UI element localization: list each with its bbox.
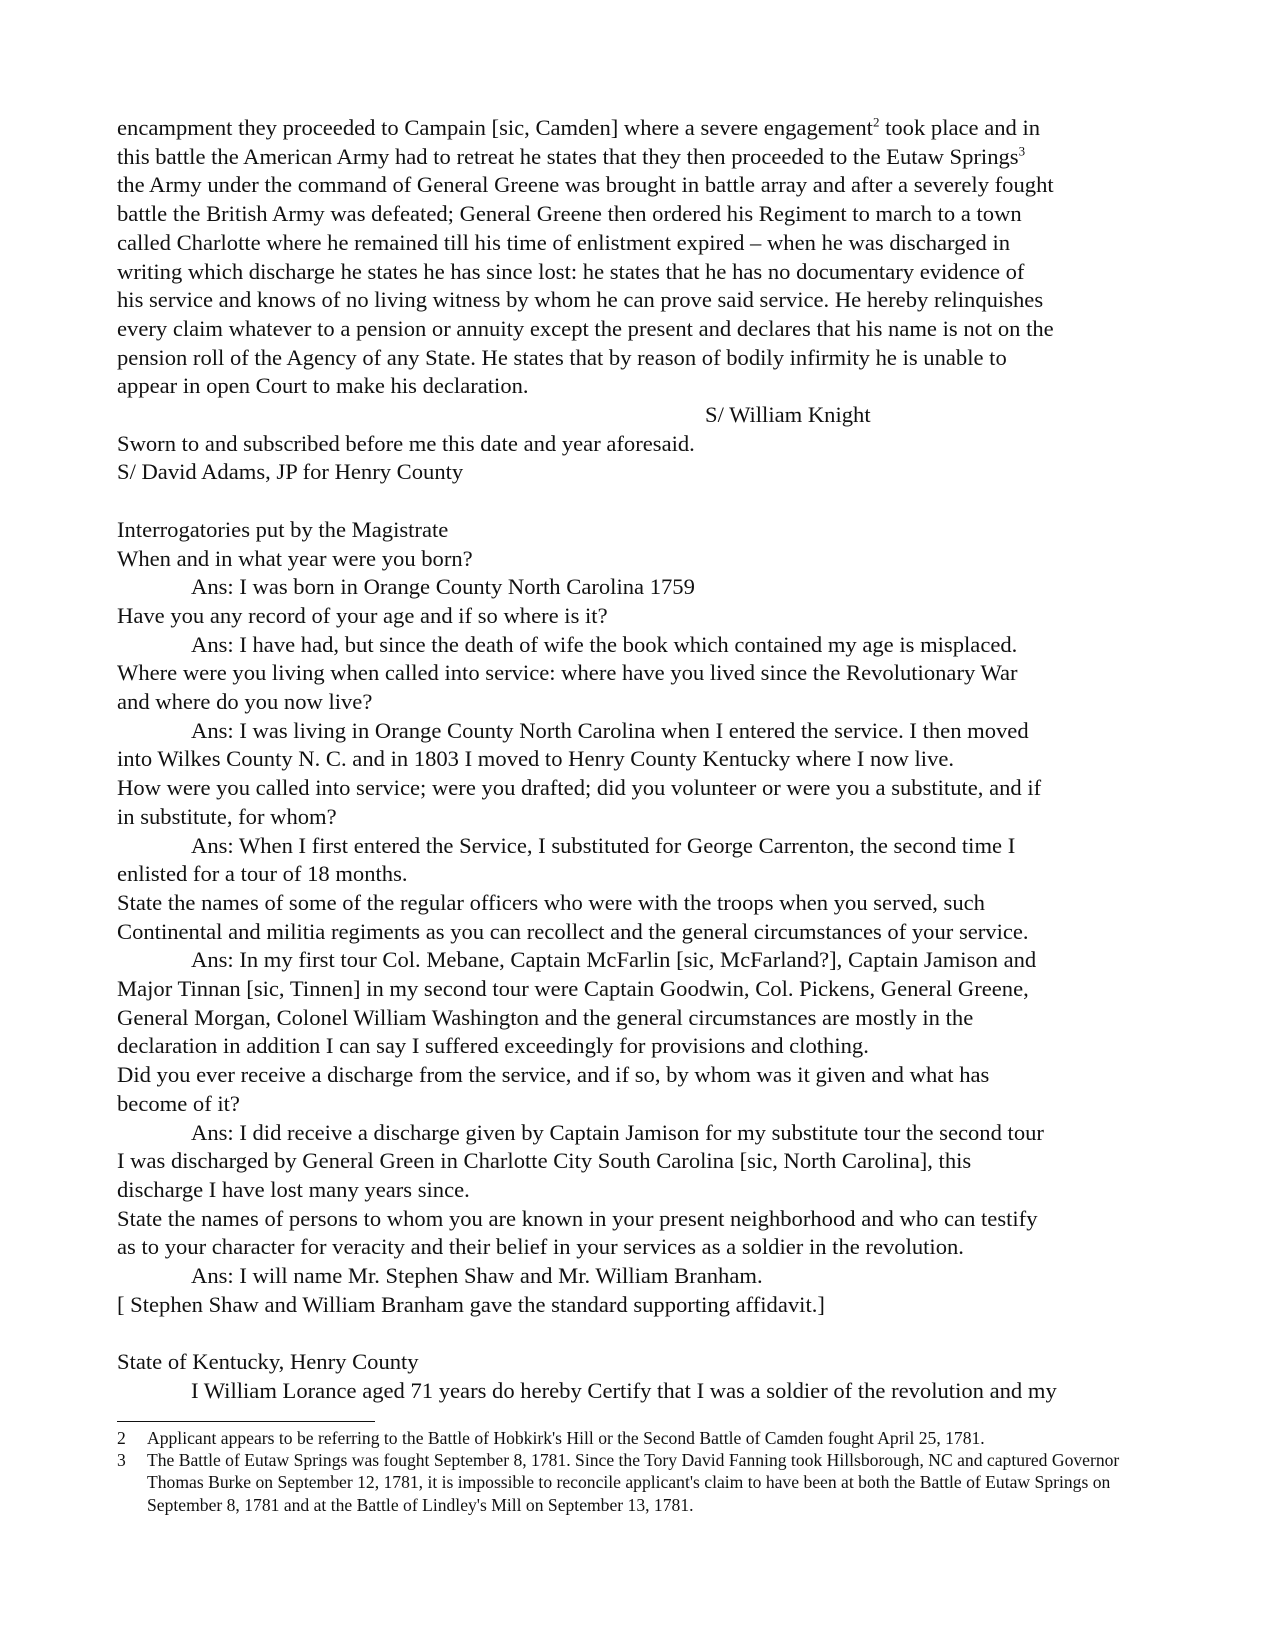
footnote-ref-2[interactable]: 2 <box>872 114 880 130</box>
answer-line: I was discharged by General Green in Charlotte City South Carolina [sic, North Carolina], this <box>117 1148 972 1174</box>
text-line: every claim whatever to a pension or annuity except the present and declares that his name is not on the <box>117 315 1054 341</box>
text-line: this battle the American Army had to retreat he states that they then proceeded to the Eutaw Springs$^3$ <box>117 143 1026 169</box>
answer-line: General Morgan, Colonel William Washington and the general circumstances are mostly in the <box>117 1004 974 1030</box>
question-line: How were you called into service; were you drafted; did you volunteer or were you a substitute, and if <box>117 775 1042 801</box>
question-line: Did you ever receive a discharge from the service, and if so, by whom was it given and what has <box>117 1062 990 1088</box>
text-line: his service and knows of no living witness by whom he can prove said service. He hereby relinquishes <box>117 287 1044 313</box>
footnote-number: 2 <box>117 1428 126 1448</box>
question-line: When and in what year were you born? <box>117 545 473 571</box>
main-text <box>117 114 1162 1406</box>
footnotes <box>117 1427 1167 1516</box>
question-line: State the names of persons to whom you are known in your present neighborhood and who can testify <box>117 1205 1038 1231</box>
question-line: in substitute, for whom? <box>117 803 337 829</box>
text-line: called Charlotte where he remained till his time of enlistment expired – when he was discharged in <box>117 229 1011 255</box>
answer-line: Major Tinnan [sic, Tinnen] in my second tour were Captain Goodwin, Col. Pickens, General Greene, <box>117 976 1029 1002</box>
blank-line <box>117 1320 1162 1349</box>
answer-line: Ans: I did receive a discharge given by Captain Jamison for my substitute tour the second tour <box>191 1119 1044 1145</box>
footnote-ref-3[interactable]: 3 <box>1018 143 1026 159</box>
signature-line: S/ William Knight <box>705 402 871 428</box>
text-line: appear in open Court to make his declaration. <box>117 373 529 399</box>
footnote-divider <box>117 1421 375 1422</box>
answer-line: enlisted for a tour of 18 months. <box>117 861 408 887</box>
text-line: pension roll of the Agency of any State. He states that by reason of bodily infirmity he is unable to <box>117 344 1007 370</box>
question-line: State the names of some of the regular officers who were with the troops when you served, such <box>117 889 985 915</box>
question-line: and where do you now live? <box>117 689 373 715</box>
question-line: as to your character for veracity and their belief in your services as a soldier in the revolution. <box>117 1234 964 1260</box>
footnote-number: 3 <box>117 1450 126 1471</box>
editor-note: [ Stephen Shaw and William Branham gave the standard supporting affidavit.] <box>117 1291 825 1317</box>
answer-line: discharge I have lost many years since. <box>117 1177 470 1202</box>
text-line: Sworn to and subscribed before me this date and year aforesaid. <box>117 430 695 456</box>
text-line: encampment they proceeded to Campain [sic, Camden] where a severe engagement$^2$ took place and in <box>117 114 1041 140</box>
answer-line: Ans: I will name Mr. Stephen Shaw and Mr. William Branham. <box>191 1263 763 1289</box>
footnote-text: The Battle of Eutaw Springs was fought September 8, 1781. Since the Tory David Fanning took Hillsborough, NC and captured Governor Thomas Burke on September 12, 1781, it is impossible to reconcile applicant's claim to have been at both the Battle of Eutaw Springs on September 8, 1781 and at the Battle of Lindley's Mill on September 13, 1781. <box>147 1450 1120 1515</box>
answer-line: declaration in addition I can say I suffered exceedingly for provisions and clothing. <box>117 1033 869 1059</box>
section-heading: State of Kentucky, Henry County <box>117 1349 419 1375</box>
text-line: I William Lorance aged 71 years do hereby Certify that I was a soldier of the revolution and my <box>191 1377 1057 1403</box>
answer-line: Ans: I was living in Orange County North Carolina when I entered the service. I then moved <box>191 717 1029 743</box>
question-line: become of it? <box>117 1090 240 1116</box>
answer-line: into Wilkes County N. C. and in 1803 I moved to Henry County Kentucky where I now live. <box>117 746 955 772</box>
document-page <box>117 114 1162 1406</box>
footnote-2 <box>117 1427 1167 1449</box>
text-line: writing which discharge he states he has since lost: he states that he has no documentary evidence of <box>117 258 1025 284</box>
section-heading: Interrogatories put by the Magistrate <box>117 516 449 542</box>
answer-line: Ans: In my first tour Col. Mebane, Captain McFarlin [sic, McFarland?], Captain Jamison and <box>191 947 1037 973</box>
question-line: Continental and militia regiments as you can recollect and the general circumstances of your service. <box>117 918 1029 944</box>
answer-line: Ans: I was born in Orange County North Carolina 1759 <box>191 574 695 600</box>
footnote-3 <box>117 1449 1167 1516</box>
answer-line: Ans: When I first entered the Service, I substituted for George Carrenton, the second time I <box>191 832 1016 858</box>
question-line: Where were you living when called into service: where have you lived since the Revolutionary War <box>117 660 1018 686</box>
answer-line: Ans: I have had, but since the death of wife the book which contained my age is misplaced. <box>191 631 1018 657</box>
blank-line <box>117 487 1162 516</box>
text-line: battle the British Army was defeated; General Greene then ordered his Regiment to march to a town <box>117 201 1022 227</box>
text-line: S/ David Adams, JP for Henry County <box>117 459 464 485</box>
text-line: the Army under the command of General Greene was brought in battle array and after a severely fought <box>117 172 1054 198</box>
question-line: Have you any record of your age and if so where is it? <box>117 602 608 628</box>
footnote-text: Applicant appears to be referring to the Battle of Hobkirk's Hill or the Second Battle of Camden fought April 25, 1781. <box>147 1428 985 1448</box>
